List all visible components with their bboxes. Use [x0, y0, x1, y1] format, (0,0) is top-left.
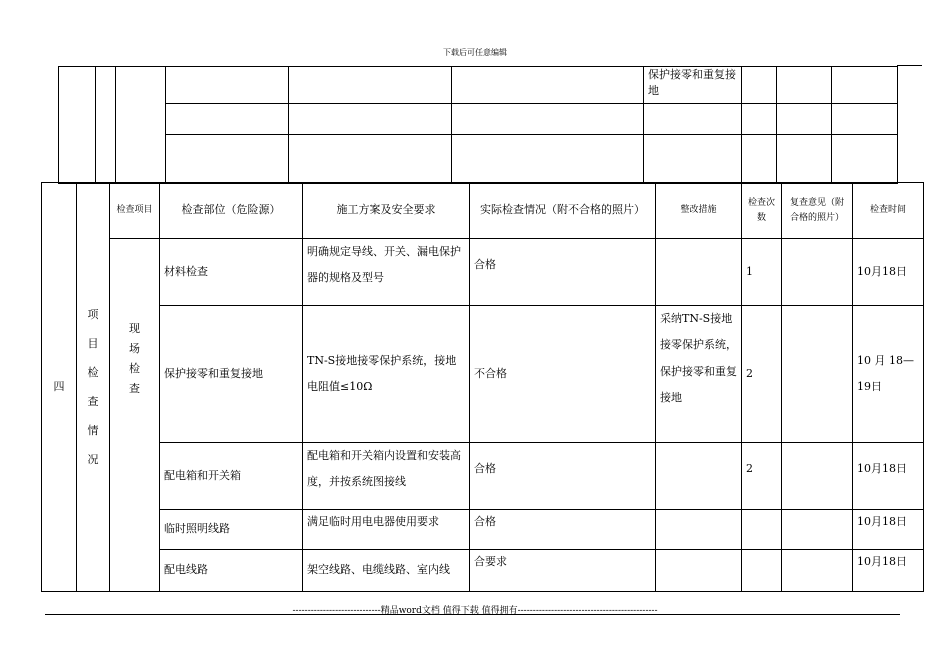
top-cell — [742, 67, 777, 104]
top-cell — [289, 67, 452, 104]
row-location: 配电箱和开关箱 — [160, 443, 303, 510]
top-cell — [742, 104, 777, 135]
row-plan: 架空线路、电缆线路、室内线 — [303, 550, 470, 592]
section-label-char: 况 — [87, 453, 99, 466]
row-actual: 合格 — [470, 510, 656, 550]
top-cell — [96, 67, 116, 184]
section-label-char: 目 — [87, 337, 99, 350]
group-label-char: 场 — [129, 342, 140, 355]
top-cell — [832, 67, 898, 104]
top-cell — [452, 135, 644, 184]
top-cell — [777, 135, 832, 184]
row-measures — [656, 443, 742, 510]
row-plan: 满足临时用电电器使用要求 — [303, 510, 470, 550]
top-table-extension-line — [897, 65, 922, 66]
section-number: 四 — [42, 183, 77, 592]
top-cell — [289, 135, 452, 184]
row-measures — [656, 239, 742, 306]
top-cell — [832, 104, 898, 135]
group-label — [110, 239, 160, 592]
row-measures — [656, 550, 742, 592]
section-label — [77, 183, 110, 592]
row-location: 保护接零和重复接地 — [160, 306, 303, 443]
top-cell — [289, 104, 452, 135]
row-time: 10月18日 — [853, 239, 924, 306]
group-label-char: 现 — [129, 322, 140, 335]
top-table — [58, 66, 898, 184]
section-label-char: 检 — [87, 366, 99, 379]
top-cell — [166, 104, 289, 135]
top-cell — [777, 104, 832, 135]
row-time: 10 月 18—19日 — [853, 306, 924, 443]
top-cell — [116, 67, 166, 184]
top-cell — [166, 67, 289, 104]
row-count: 2 — [742, 443, 782, 510]
row-review — [782, 306, 853, 443]
row-count — [742, 510, 782, 550]
top-cell — [742, 135, 777, 184]
top-cell — [777, 67, 832, 104]
row-actual: 不合格 — [470, 306, 656, 443]
top-cell — [166, 135, 289, 184]
top-cell — [644, 104, 742, 135]
header-count: 检查次数 — [742, 183, 782, 239]
row-actual: 合格 — [470, 443, 656, 510]
top-cell-protection: 保护接零和重复接地 — [644, 67, 742, 104]
group-label-char: 查 — [129, 382, 140, 395]
row-time: 10月18日 — [853, 550, 924, 592]
row-plan: 配电箱和开关箱内设置和安装高度，并按系统图接线 — [303, 443, 470, 510]
page-footer: -----------------------------精品word文档 值得下载 值得拥有---------------------------------------------- — [292, 606, 658, 616]
row-plan: 明确规定导线、开关、漏电保护器的规格及型号 — [303, 239, 470, 306]
inspection-table — [41, 182, 924, 592]
top-cell — [452, 104, 644, 135]
header-location: 检查部位（危险源） — [160, 183, 303, 239]
header-measures: 整改措施 — [656, 183, 742, 239]
top-cell — [452, 67, 644, 104]
top-cell — [59, 67, 96, 184]
row-count — [742, 550, 782, 592]
row-time: 10月18日 — [853, 443, 924, 510]
row-location: 配电线路 — [160, 550, 303, 592]
row-measures — [656, 510, 742, 550]
row-location: 材料检查 — [160, 239, 303, 306]
page-header: 下载后可任意编辑 — [443, 48, 507, 57]
header-plan: 施工方案及安全要求 — [303, 183, 470, 239]
row-review — [782, 239, 853, 306]
header-item: 检查项目 — [110, 183, 160, 239]
top-cell — [832, 135, 898, 184]
row-actual: 合要求 — [470, 550, 656, 592]
row-plan: TN-S接地接零保护系统，接地电阻值≤10Ω — [303, 306, 470, 443]
footer-rule — [45, 614, 900, 615]
top-cell — [644, 135, 742, 184]
row-location: 临时照明线路 — [160, 510, 303, 550]
section-label-char: 项 — [87, 308, 99, 321]
group-label-char: 检 — [129, 362, 140, 375]
header-time: 检查时间 — [853, 183, 924, 239]
header-actual: 实际检查情况（附不合格的照片） — [470, 183, 656, 239]
row-actual: 合格 — [470, 239, 656, 306]
row-review — [782, 443, 853, 510]
row-time: 10月18日 — [853, 510, 924, 550]
header-review: 复查意见（附合格的照片） — [782, 183, 853, 239]
row-measures: 采纳TN-S接地接零保护系统，保护接零和重复接地 — [656, 306, 742, 443]
row-count: 2 — [742, 306, 782, 443]
row-count: 1 — [742, 239, 782, 306]
section-label-char: 情 — [87, 424, 99, 437]
row-review — [782, 550, 853, 592]
row-review — [782, 510, 853, 550]
section-label-char: 查 — [87, 395, 99, 408]
